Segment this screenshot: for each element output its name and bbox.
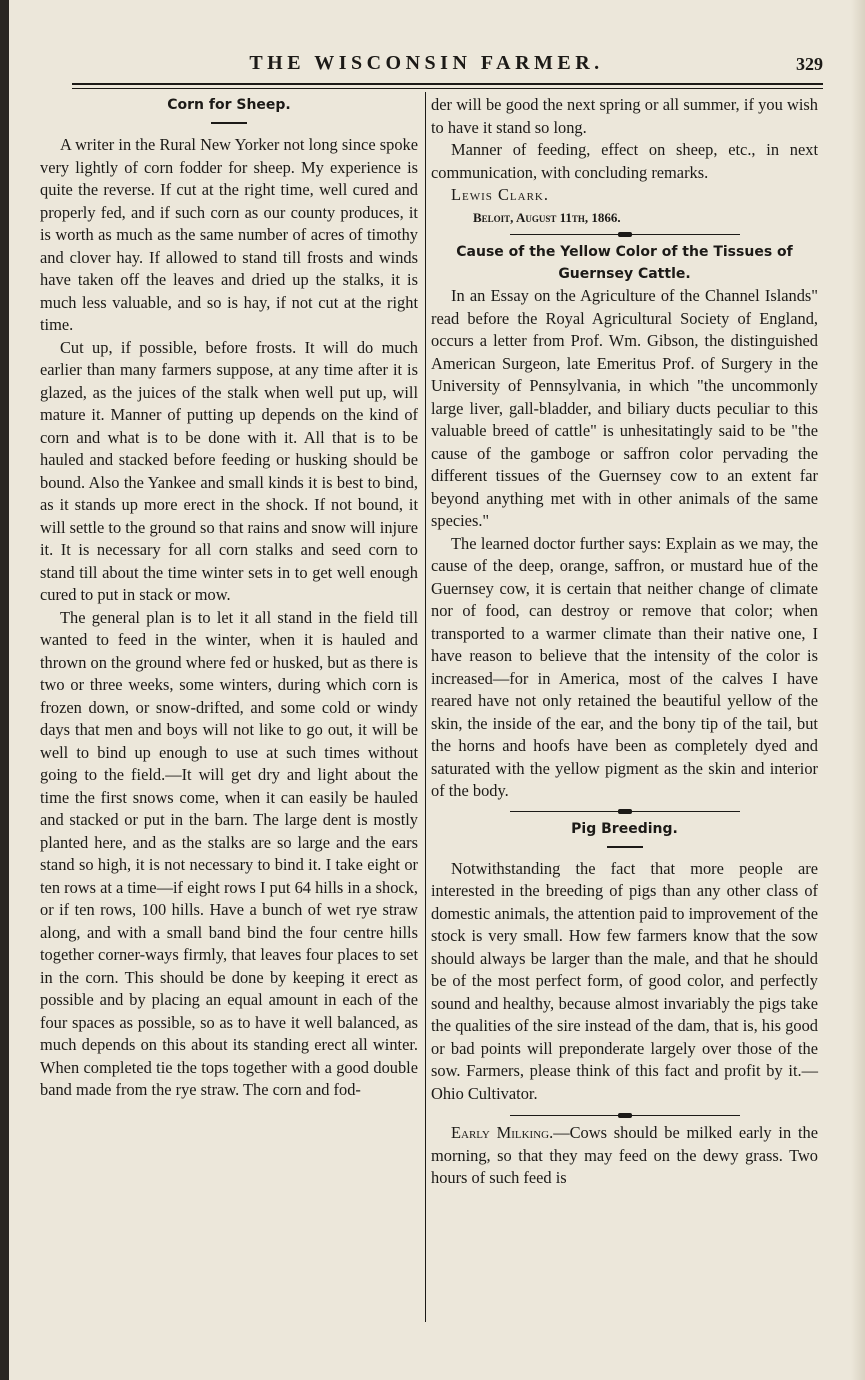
- article-heading-guernsey: Cause of the Yellow Color of the Tissues of Guernsey Cattle.: [456, 244, 793, 282]
- masthead-title: THE WISCONSIN FARMER.: [249, 52, 604, 74]
- section-separator: [510, 1115, 740, 1116]
- paragraph: The general plan is to let it all stand in the field till wanted to feed in the winter, when it is hauled and thrown on the ground where fed or husked, but as there is two or three weeks, some winters, during which corn is frozen down, or snow-drifted, and some cold or windy days that men and boys will not like to go out, it will be well to bind up enough to use at such times without going to the field.—It will get dry and light about the time the first snows come, when it can easily be hauled and stacked or put in the barn. The large dent is mostly planted here, and as the stalks are so large and the ears stand so high, it is not necessary to bind it. I take eight or ten rows at a time—if eight rows I put 64 hills in a shock, or if ten rows, 100 hills. Have a bunch of wet rye straw along, and with a small band bind the four centre hills together corner-ways firmly, that leaves four places to set in the corn. This should be done by keeping it erect as possible and by placing an equal amount in each of the four spaces as possible, so as to have it well balanced, as much depends on this about its standing erect all winter. When completed tie the tops together with a good double band made from the rye straw. The corn and fod-: [40, 607, 418, 1099]
- paragraph: Notwithstanding the fact that more people are interested in the breeding of pigs than any other class of domestic animals, the attention paid to improvement of the stock is very small. How few farmers know that the sow should always be larger than the male, and that he should be of the most perfect form, of good color, and perfectly sound and healthy, because almost invariably the pigs take the qualities of the sire instead of the dam, that is, his good or bad points will preponderate largely over those of the sow. Farmers, please think of this fact and profit by it.—Ohio Cultivator.: [431, 858, 818, 1103]
- paragraph: A writer in the Rural New Yorker not long since spoke very lightly of corn fodder for sheep. My experience is quite the reverse. If cut at the right time, well cured and properly fed, and if such corn as our county produces, it is worth as much as the same number of acres of timothy and clover hay. If allowed to stand till frosts and winds have taken off the leaves and dried up the stalks, it is much less valuable, and so is hay, if not cut at the right time.: [40, 135, 418, 334]
- column-divider: [425, 92, 426, 1322]
- author-signature: Lewis Clark.: [451, 185, 549, 204]
- paragraph-text: —Cows should be milked early in the morning, so that they may feed on the dewy grass. Two hours of such feed is: [431, 1123, 818, 1187]
- binding-edge: [0, 0, 9, 1380]
- left-column: [40, 94, 418, 1102]
- article-heading-pig: Pig Breeding.: [571, 820, 678, 837]
- heading-rule: [607, 846, 643, 848]
- paragraph: The learned doctor further says: Explain as we may, the cause of the deep, orange, saffron, or mustard hue of the Guernsey cow, it is certain that neither change of climate nor of food, can destroy or remove that color; when transported to a warmer climate than their native one, I have reason to believe that the intensity of the color is increased—for in America, most of the calves I have reared have not only retained the beautiful yellow of the skin, the inside of the ear, and the bony tip of the tail, but the horns and hoofs have been as completely dyed and saturated with the yellow pigment as the skin and interior of the body.: [431, 533, 818, 800]
- paragraph: In an Essay on the Agriculture of the Channel Islands" read before the Royal Agricultural Society of England, occurs a letter from Prof. Wm. Gibson, the distinguished American Surgeon, late Emeritus Prof. of Surgery in the University of Pennsylvania, in which "the uncommonly large liver, gall-bladder, and biliary ducts peculiar to this valuable breed of cattle" is unhesitatingly said to be "the cause of the gamboge or saffron color pervading the different tissues of the Guernsey cow to an extent far beyond anything met with in other animals of the same species.": [431, 286, 818, 530]
- header-rule-thin: [72, 88, 823, 89]
- paragraph-continued: der will be good the next spring or all summer, if you wish to have it stand so long.: [431, 95, 818, 137]
- article-heading-corn: Corn for Sheep.: [167, 97, 291, 113]
- running-header: [30, 52, 823, 78]
- right-column: [431, 94, 818, 1190]
- dateline: Beloit, August 11th, 1866.: [473, 209, 621, 225]
- header-rule: [72, 83, 823, 85]
- run-in-heading: Early Milking.: [451, 1123, 554, 1142]
- paragraph-early-milking: [431, 1122, 818, 1190]
- paragraph: Cut up, if possible, before frosts. It will do much earlier than many farmers suppose, at any time after it is glazed, as the juices of the stalk when well put up, will mature it. Manner of putting up depends on the kind of corn and what is to be done with it. All that is to be hauled and stacked before feeding or husking should be bound. Also the Yankee and small kinds it is best to bind, as it stands up more erect in the shock. If not bound, it will settle to the ground so that rains and snow will injure it. It is necessary for all corn stalks and seed corn to stand till about the time winter sets in to get well enough cured to put in stack or mow.: [40, 337, 418, 604]
- section-separator: [510, 811, 740, 812]
- heading-rule: [211, 122, 247, 124]
- page-number: 329: [796, 54, 823, 74]
- page-edge: [851, 0, 865, 1380]
- section-separator: [510, 234, 740, 235]
- paragraph: Manner of feeding, effect on sheep, etc., in next communication, with concluding remarks.: [431, 140, 818, 182]
